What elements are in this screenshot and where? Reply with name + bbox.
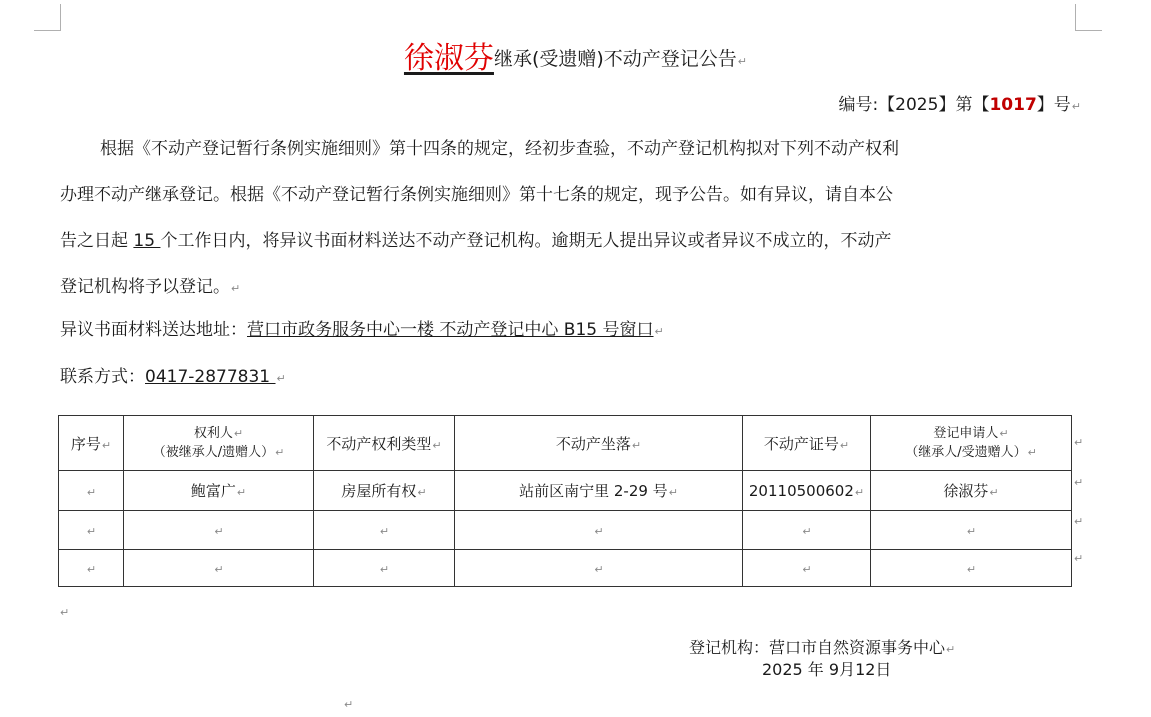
body-line-3: 告之日起 15 个工作日内，将异议书面材料送达不动产登记机构。逾期无人提出异议或者异议不成立的，不动产 bbox=[60, 231, 892, 251]
paragraph-mark-icon: ↵ bbox=[276, 372, 286, 385]
page-corner-mark-top-left bbox=[34, 4, 61, 31]
registration-organization: 登记机构：营口市自然资源事务中心↵ bbox=[689, 638, 956, 657]
cell-location: 站前区南宁里 2-29 号↵ bbox=[455, 471, 743, 511]
header-holder: 权利人↵ （被继承人/遗赠人）↵ bbox=[124, 416, 314, 471]
doc-number-prefix: 编号:【2025】第【 bbox=[838, 95, 990, 115]
contact-phone: 0417-2877831 bbox=[145, 367, 276, 387]
header-location: 不动产坐落↵ bbox=[455, 416, 743, 471]
contact-label: 联系方式： bbox=[60, 367, 145, 387]
doc-number-value: 1017 bbox=[989, 95, 1037, 115]
cell-cert-no: ↵ bbox=[743, 550, 871, 587]
table-header-row bbox=[59, 416, 1072, 471]
title-person-name: 徐淑芬 bbox=[403, 41, 494, 76]
table-row bbox=[59, 550, 1072, 587]
header-applicant: 登记申请人↵ （继承人/受遗赠人）↵ bbox=[871, 416, 1072, 471]
address-label: 异议书面材料送达地址： bbox=[60, 320, 247, 340]
contact-info bbox=[60, 362, 286, 387]
page-corner-mark-top-right bbox=[1075, 4, 1102, 31]
cell-holder: 鲍富广↵ bbox=[124, 471, 314, 511]
document-number bbox=[838, 90, 1081, 115]
doc-number-suffix: 】号 bbox=[1036, 95, 1071, 115]
body-line-2: 办理不动产继承登记。根据《不动产登记暂行条例实施细则》第十七条的规定，现予公告。如有异议，请自本公 bbox=[60, 185, 893, 205]
cell-holder: ↵ bbox=[124, 511, 314, 550]
paragraph-mark-icon: ↵ bbox=[654, 325, 664, 338]
announcement-body bbox=[60, 126, 1076, 310]
cell-right-type: ↵ bbox=[314, 511, 455, 550]
objection-days: 15 bbox=[133, 231, 161, 251]
row-end-mark-icon: ↵ bbox=[1074, 436, 1084, 449]
header-right-type: 不动产权利类型↵ bbox=[314, 416, 455, 471]
registration-table bbox=[58, 415, 1072, 587]
table-row bbox=[59, 511, 1072, 550]
announcement-title bbox=[0, 33, 1151, 77]
title-text: 继承(受遗赠)不动产登记公告 bbox=[493, 48, 737, 70]
body-line-4: 登记机构将予以登记。↵ bbox=[60, 277, 241, 297]
cell-cert-no: 20110500602↵ bbox=[743, 471, 871, 511]
row-end-mark-icon: ↵ bbox=[1074, 515, 1084, 528]
cell-location: ↵ bbox=[455, 550, 743, 587]
row-end-mark-icon: ↵ bbox=[1074, 476, 1084, 489]
table-row bbox=[59, 471, 1072, 511]
row-end-mark-icon: ↵ bbox=[1074, 552, 1084, 565]
cell-applicant: ↵ bbox=[871, 511, 1072, 550]
cell-holder: ↵ bbox=[124, 550, 314, 587]
paragraph-mark-icon: ↵ bbox=[231, 282, 241, 295]
body-line-1: 根据《不动产登记暂行条例实施细则》第十四条的规定，经初步查验，不动产登记机构拟对下列不动产权利 bbox=[100, 139, 899, 159]
header-cert-no: 不动产证号↵ bbox=[743, 416, 871, 471]
cell-location: ↵ bbox=[455, 511, 743, 550]
paragraph-mark-icon: ↵ bbox=[946, 643, 956, 656]
header-seq: 序号↵ bbox=[59, 416, 124, 471]
cell-right-type: 房屋所有权↵ bbox=[314, 471, 455, 511]
objection-address bbox=[60, 315, 664, 340]
cell-seq: ↵ bbox=[59, 471, 124, 511]
cell-applicant: ↵ bbox=[871, 550, 1072, 587]
cell-seq: ↵ bbox=[59, 511, 124, 550]
address-value: 营口市政务服务中心一楼 不动产登记中心 B15 号窗口 bbox=[247, 320, 654, 340]
cell-seq: ↵ bbox=[59, 550, 124, 587]
paragraph-mark-icon: ↵ bbox=[344, 698, 354, 711]
paragraph-mark-icon: ↵ bbox=[60, 606, 70, 619]
announcement-date: 2025 年 9月12日 bbox=[762, 660, 892, 679]
paragraph-mark-icon: ↵ bbox=[1071, 100, 1081, 113]
cell-cert-no: ↵ bbox=[743, 511, 871, 550]
cell-right-type: ↵ bbox=[314, 550, 455, 587]
paragraph-mark-icon: ↵ bbox=[737, 55, 748, 68]
cell-applicant: 徐淑芬↵ bbox=[871, 471, 1072, 511]
